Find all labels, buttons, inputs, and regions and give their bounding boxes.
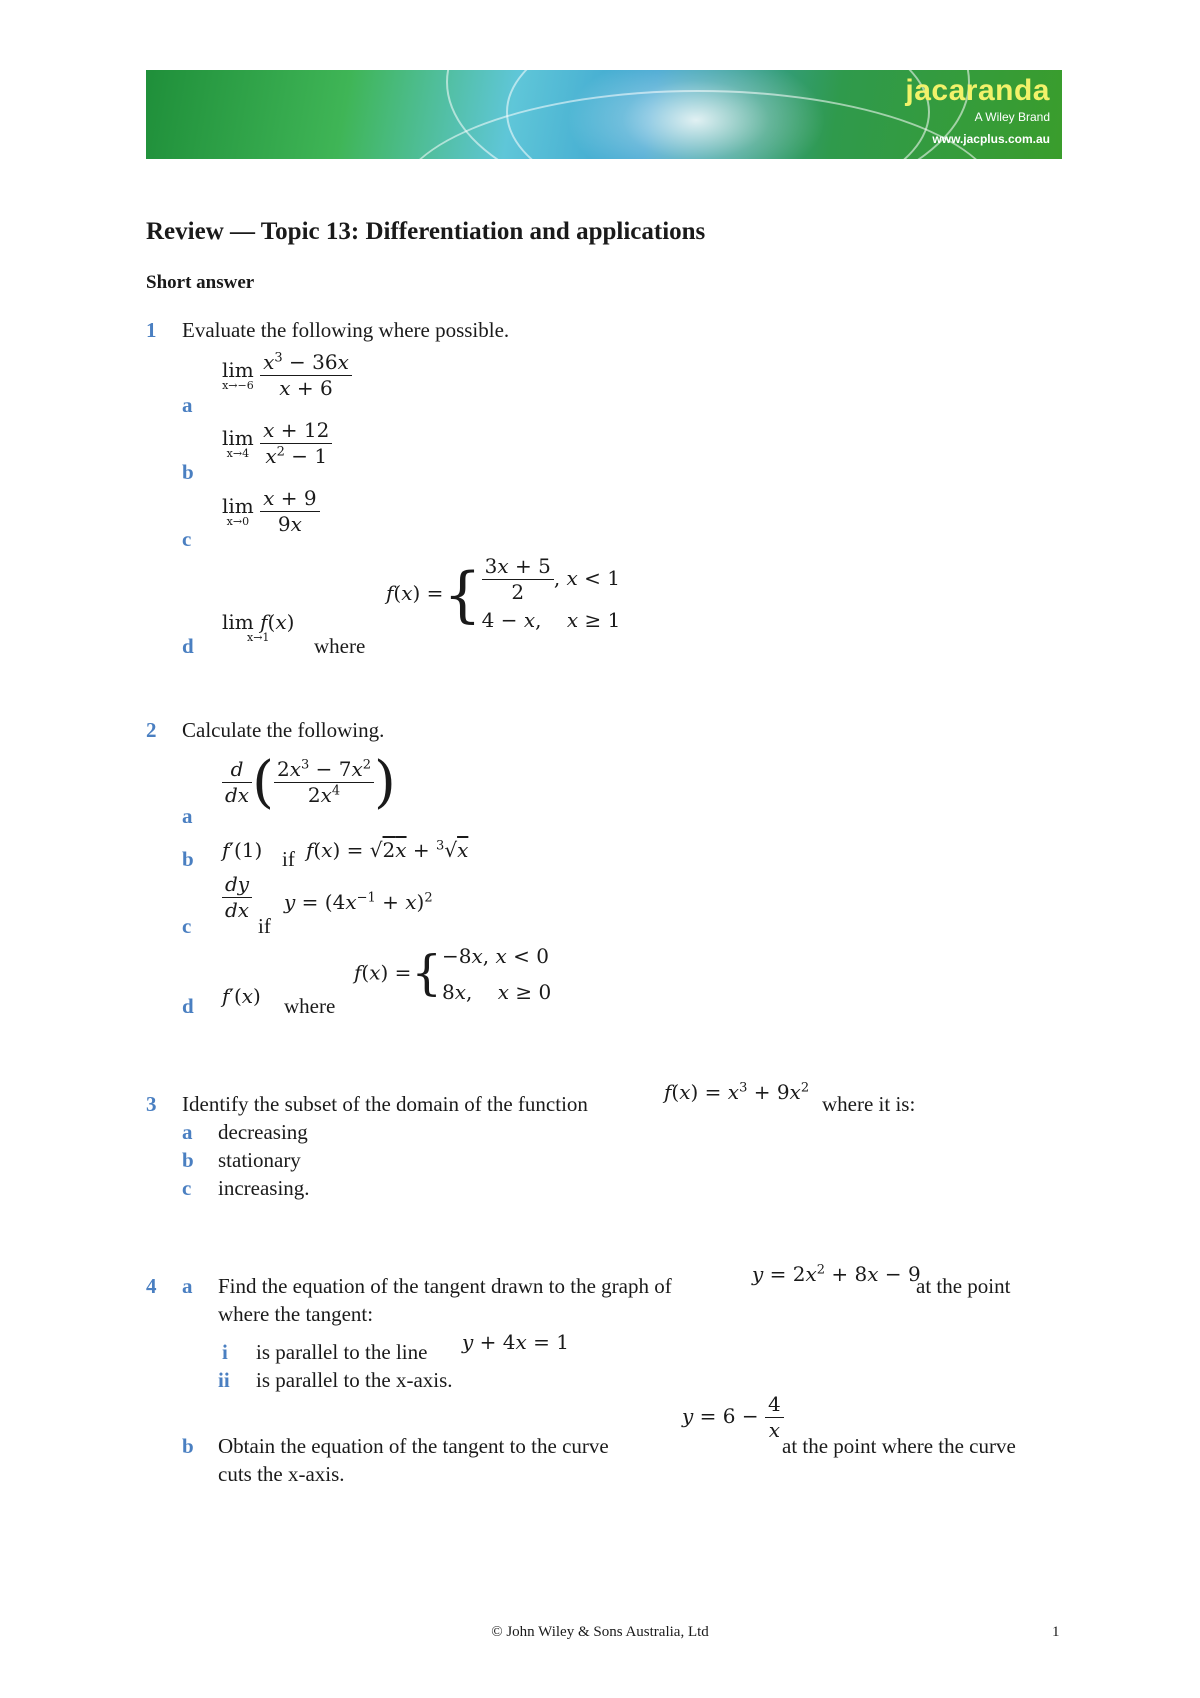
section-heading: Short answer (146, 272, 255, 293)
brand-name: jacaranda (905, 74, 1050, 107)
piecewise-function: f(x) ={−8x, x < 0 8x, x ≥ 0 (354, 944, 552, 1004)
math-expression: $f(x) = x^3 + 9x^2$ (664, 1080, 810, 1104)
math-expression: lim f(x) x→1 (222, 610, 295, 644)
where-text: where (284, 994, 336, 1018)
math-expression: $y = (4x^{-1} + x)^2$ (284, 890, 433, 914)
math-expression: lim x→−6 $\frac{x^3 - 36x}{x + 6}$ (222, 350, 352, 401)
part-text: at the point where the curve (782, 1434, 1016, 1458)
math-expression: lim x→4 $\frac{x + 12}{x^2 - 1}$ (222, 418, 332, 469)
brand-url: www.jacplus.com.au (932, 132, 1050, 146)
part-text: where the tangent: (218, 1302, 374, 1326)
part-text: stationary (218, 1148, 301, 1172)
brand-tagline: A Wiley Brand (974, 110, 1050, 124)
page-number: 1 (1052, 1624, 1060, 1640)
question-text: Identify the subset of the domain of the function (182, 1092, 588, 1116)
header-banner (146, 70, 1062, 159)
math-expression: y = 6 − $\frac{4}{x}$ (682, 1392, 784, 1443)
question-text: Evaluate the following where possible. (182, 318, 510, 342)
subpart-text: is parallel to the x-axis. (256, 1368, 453, 1392)
brand-block (905, 76, 1050, 146)
part-label: a (182, 804, 193, 828)
piecewise-function: f(x) ={ $\frac{3x + 5}{2}$ , x < 1 4 − x, x ≥ 1 (386, 554, 621, 632)
part-label: c (182, 1176, 192, 1200)
part-label: b (182, 460, 194, 484)
if-text: if (258, 914, 271, 938)
math-expression: f′(1) (222, 838, 263, 862)
question-number: 2 (146, 718, 157, 742)
subpart-text: is parallel to the line (256, 1340, 428, 1364)
math-expression: $\frac{dy}{dx}$ (222, 872, 252, 923)
part-label: d (182, 994, 194, 1018)
part-text: increasing. (218, 1176, 310, 1200)
math-expression: $\frac{d}{dx}$ ( $\frac{2x^3 - 7x^2}{2x^4}$ ) (222, 750, 396, 815)
question-text: Calculate the following. (182, 718, 385, 742)
part-label: d (182, 634, 194, 658)
part-text: cuts the x-axis. (218, 1462, 345, 1486)
subpart-label: ii (218, 1368, 230, 1392)
question-number: 3 (146, 1092, 157, 1116)
math-expression: f(x) = √2x + $^3$√x (306, 838, 469, 862)
where-text: where (314, 634, 366, 658)
part-label: c (182, 914, 192, 938)
part-label: c (182, 527, 192, 551)
part-label: b (182, 1434, 194, 1458)
part-text: at the point (916, 1274, 1011, 1298)
part-text: Find the equation of the tangent drawn to the graph of (218, 1274, 672, 1298)
math-expression: $y = 2x^2 + 8x - 9$ (752, 1262, 921, 1286)
math-expression: lim x→0 $\frac{x + 9}{9x}$ (222, 486, 320, 537)
part-label: a (182, 393, 193, 417)
part-text: decreasing (218, 1120, 308, 1144)
footer-copyright: © John Wiley & Sons Australia, Ltd (491, 1624, 709, 1640)
part-label: a (182, 1120, 193, 1144)
subpart-label: i (222, 1340, 228, 1364)
page-title: Review — Topic 13: Differentiation and applications (146, 218, 706, 245)
math-expression: f′(x) (222, 984, 261, 1008)
question-number: 4 (146, 1274, 157, 1298)
part-label: a (182, 1274, 193, 1298)
part-text: Obtain the equation of the tangent to the curve (218, 1434, 609, 1458)
question-number: 1 (146, 318, 157, 342)
part-label: b (182, 847, 194, 871)
part-label: b (182, 1148, 194, 1172)
if-text: if (282, 847, 295, 871)
math-expression: y + 4x = 1 (462, 1330, 569, 1354)
question-text: where it is: (822, 1092, 916, 1116)
